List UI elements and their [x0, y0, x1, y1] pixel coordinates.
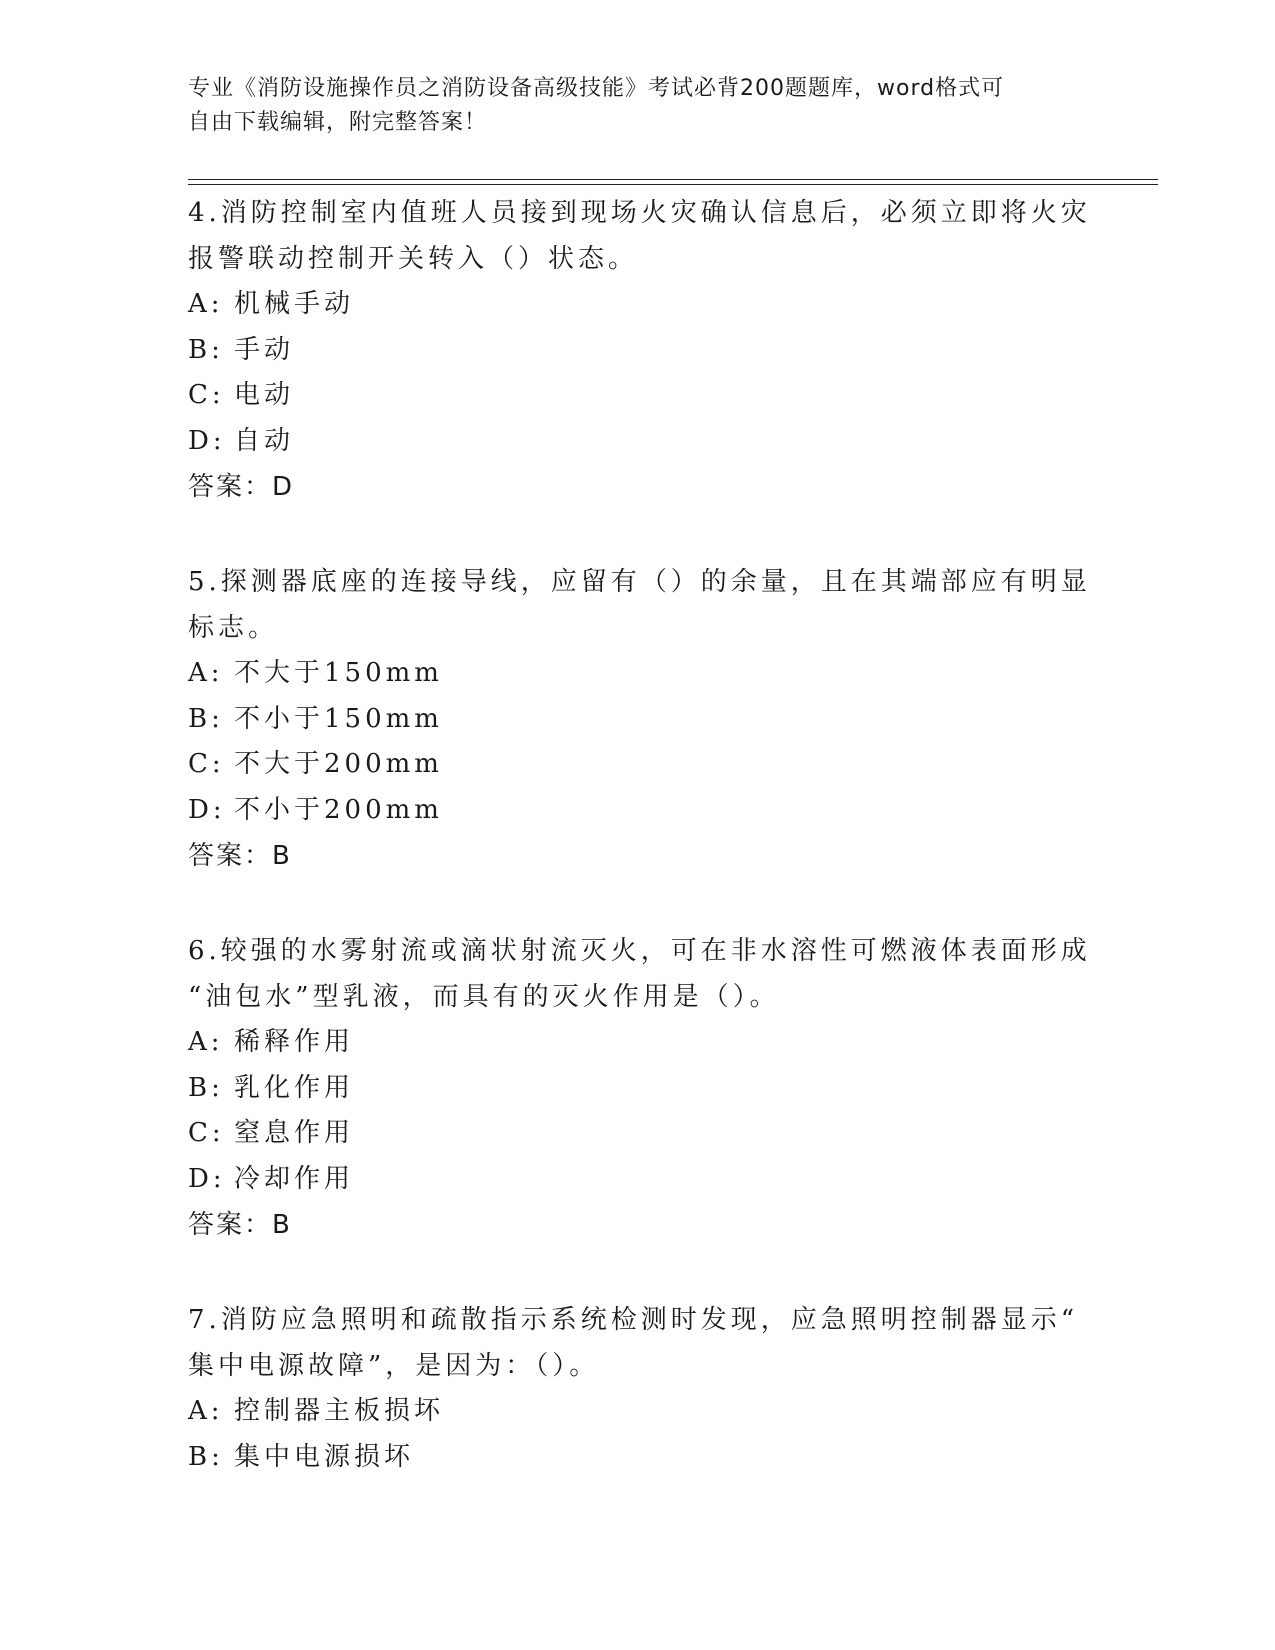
- option-letter: D:: [188, 425, 226, 456]
- option-letter: D:: [188, 1163, 226, 1194]
- option-letter: B:: [188, 334, 224, 365]
- option-text: 控制器主板损坏: [234, 1396, 445, 1426]
- question-text-line: 4.消防控制室内值班人员接到现场火灾确认信息后，必须立即将火灾: [188, 198, 1091, 228]
- option-a: [188, 1389, 1088, 1435]
- option-c: [188, 742, 1088, 788]
- question-4: [188, 190, 1091, 510]
- option-letter: C:: [188, 380, 225, 410]
- question-text-line: 报警联动控制开关转入（）状态。: [188, 244, 639, 274]
- option-b: [188, 1066, 1088, 1112]
- option-b: [188, 328, 1088, 374]
- option-text: 机械手动: [234, 289, 355, 319]
- option-letter: B:: [188, 1441, 224, 1472]
- option-a: [188, 282, 1088, 328]
- option-b: [188, 697, 1088, 743]
- option-letter: C:: [188, 749, 225, 779]
- option-text: 稀释作用: [234, 1027, 355, 1057]
- option-letter: D:: [188, 794, 226, 825]
- header-line-2: 自由下载编辑，附完整答案！: [188, 110, 488, 135]
- question-text-line: “油包水”型乳液，而具有的灭火作用是（）。: [188, 982, 780, 1012]
- answer-text: 答案：B: [188, 841, 292, 871]
- option-letter: A:: [188, 1396, 224, 1426]
- option-text: 不大于150mm: [234, 658, 443, 688]
- answer-text: 答案：D: [188, 472, 295, 502]
- option-d: [188, 419, 1088, 465]
- option-text: 集中电源损坏: [234, 1441, 415, 1472]
- option-text: 不小于200mm: [234, 794, 443, 825]
- option-letter: A:: [188, 658, 224, 688]
- option-text: 冷却作用: [234, 1163, 355, 1194]
- question-5: [188, 559, 1091, 879]
- header-line-1: 专业《消防设施操作员之消防设备高级技能》考试必背200题题库，word格式可: [188, 76, 1005, 101]
- question-text-line: 5.探测器底座的连接导线，应留有（）的余量，且在其端部应有明显: [188, 567, 1091, 597]
- option-letter: A:: [188, 289, 224, 319]
- option-letter: B:: [188, 1072, 224, 1103]
- question-6: [188, 928, 1091, 1248]
- question-list: [188, 190, 1091, 1529]
- header-divider-bottom: [188, 184, 1158, 185]
- option-text: 乳化作用: [234, 1072, 355, 1103]
- option-text: 自动: [234, 425, 295, 456]
- option-text: 不小于150mm: [234, 703, 443, 734]
- question-text-line: 7.消防应急照明和疏散指示系统检测时发现，应急照明控制器显示“: [188, 1305, 1079, 1335]
- option-c: [188, 1111, 1088, 1157]
- option-b: [188, 1435, 1088, 1481]
- option-text: 电动: [234, 380, 295, 410]
- answer-text: 答案：B: [188, 1210, 292, 1240]
- option-a: [188, 1020, 1088, 1066]
- question-text-line: 6.较强的水雾射流或滴状射流灭火，可在非水溶性可燃液体表面形成: [188, 936, 1091, 966]
- option-text: 窒息作用: [234, 1118, 355, 1148]
- option-letter: C:: [188, 1118, 225, 1148]
- document-header: [188, 72, 1068, 140]
- option-a: [188, 651, 1088, 697]
- option-text: 不大于200mm: [234, 749, 443, 779]
- question-text-line: 标志。: [188, 613, 279, 643]
- option-letter: A:: [188, 1027, 224, 1057]
- option-d: [188, 1157, 1088, 1203]
- option-d: [188, 788, 1088, 834]
- option-c: [188, 373, 1088, 419]
- option-text: 手动: [234, 334, 295, 365]
- question-text-line: 集中电源故障”，是因为：（）。: [188, 1351, 600, 1381]
- option-letter: B:: [188, 703, 224, 734]
- header-divider-top: [188, 179, 1158, 180]
- question-7: [188, 1297, 1088, 1480]
